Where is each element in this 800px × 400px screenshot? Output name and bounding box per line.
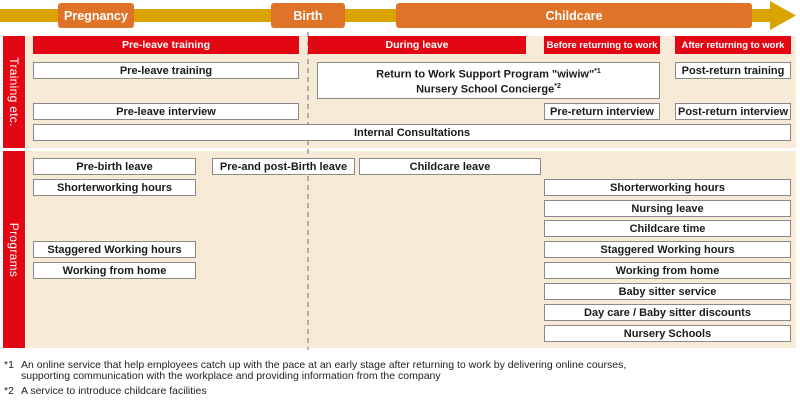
pre-leave-training-box: Pre-leave training [33, 62, 299, 79]
footnote-1-line1: An online service that help employees catch up with the pace at an early stage after returning to work by delivering online courses, [21, 359, 627, 371]
footnote-1 [4, 360, 794, 382]
return-program-line1 [376, 66, 601, 81]
after-return-program-box: Staggered Working hours [544, 241, 791, 258]
return-to-work-program-box [317, 62, 660, 99]
after-return-program-box: Childcare time [544, 220, 791, 237]
birth-divider [300, 32, 316, 350]
column-during-leave: During leave [308, 36, 526, 54]
sidebar-training [3, 36, 25, 148]
column-before-return: Before returning to work [544, 36, 660, 54]
sidebar-training-label: Training etc. [7, 57, 21, 127]
sidebar-programs [3, 151, 25, 348]
internal-consultations-box: Internal Consultations [33, 124, 791, 141]
childcare-leave-box: Childcare leave [359, 158, 541, 175]
pre-return-interview-box: Pre-return interview [544, 103, 660, 120]
sidebar-programs-label: Programs [7, 222, 21, 277]
phase-childcare: Childcare [396, 3, 752, 28]
after-return-program-box: Nursery Schools [544, 325, 791, 342]
return-program-line2 [416, 81, 561, 96]
column-after-return: After returning to work [675, 36, 791, 54]
footnote-2 [4, 386, 794, 397]
shorter-hours-pre-box: Shorterworking hours [33, 179, 196, 196]
footnote-2-mark: *2 [4, 385, 14, 397]
footnote-1-line2: supporting communication with the workplace and providing information from the company [21, 370, 441, 382]
post-return-interview-box: Post-return interview [675, 103, 791, 120]
working-from-home-pre-box: Working from home [33, 262, 196, 279]
column-pre-leave: Pre-leave training [33, 36, 299, 54]
return-program-name: Return to Work Support Program "wiwiw" [376, 68, 595, 81]
post-return-training-box: Post-return training [675, 62, 791, 79]
after-return-program-box: Baby sitter service [544, 283, 791, 300]
footnote-ref-1: *1 [594, 67, 601, 75]
after-return-program-box: Day care / Baby sitter discounts [544, 304, 791, 321]
after-return-program-box: Nursing leave [544, 200, 791, 217]
footnote-ref-2: *2 [554, 82, 561, 90]
footnote-2-line1: A service to introduce childcare facilities [21, 385, 207, 397]
pre-post-birth-leave-box: Pre-and post-Birth leave [212, 158, 355, 175]
nursery-concierge-name: Nursery School Concierge [416, 83, 555, 96]
phase-pregnancy: Pregnancy [58, 3, 134, 28]
after-return-program-box: Working from home [544, 262, 791, 279]
footnote-1-mark: *1 [4, 359, 14, 371]
phase-birth: Birth [271, 3, 345, 28]
pre-leave-interview-box: Pre-leave interview [33, 103, 299, 120]
after-return-program-box: Shorterworking hours [544, 179, 791, 196]
staggered-hours-pre-box: Staggered Working hours [33, 241, 196, 258]
pre-birth-leave-box: Pre-birth leave [33, 158, 196, 175]
